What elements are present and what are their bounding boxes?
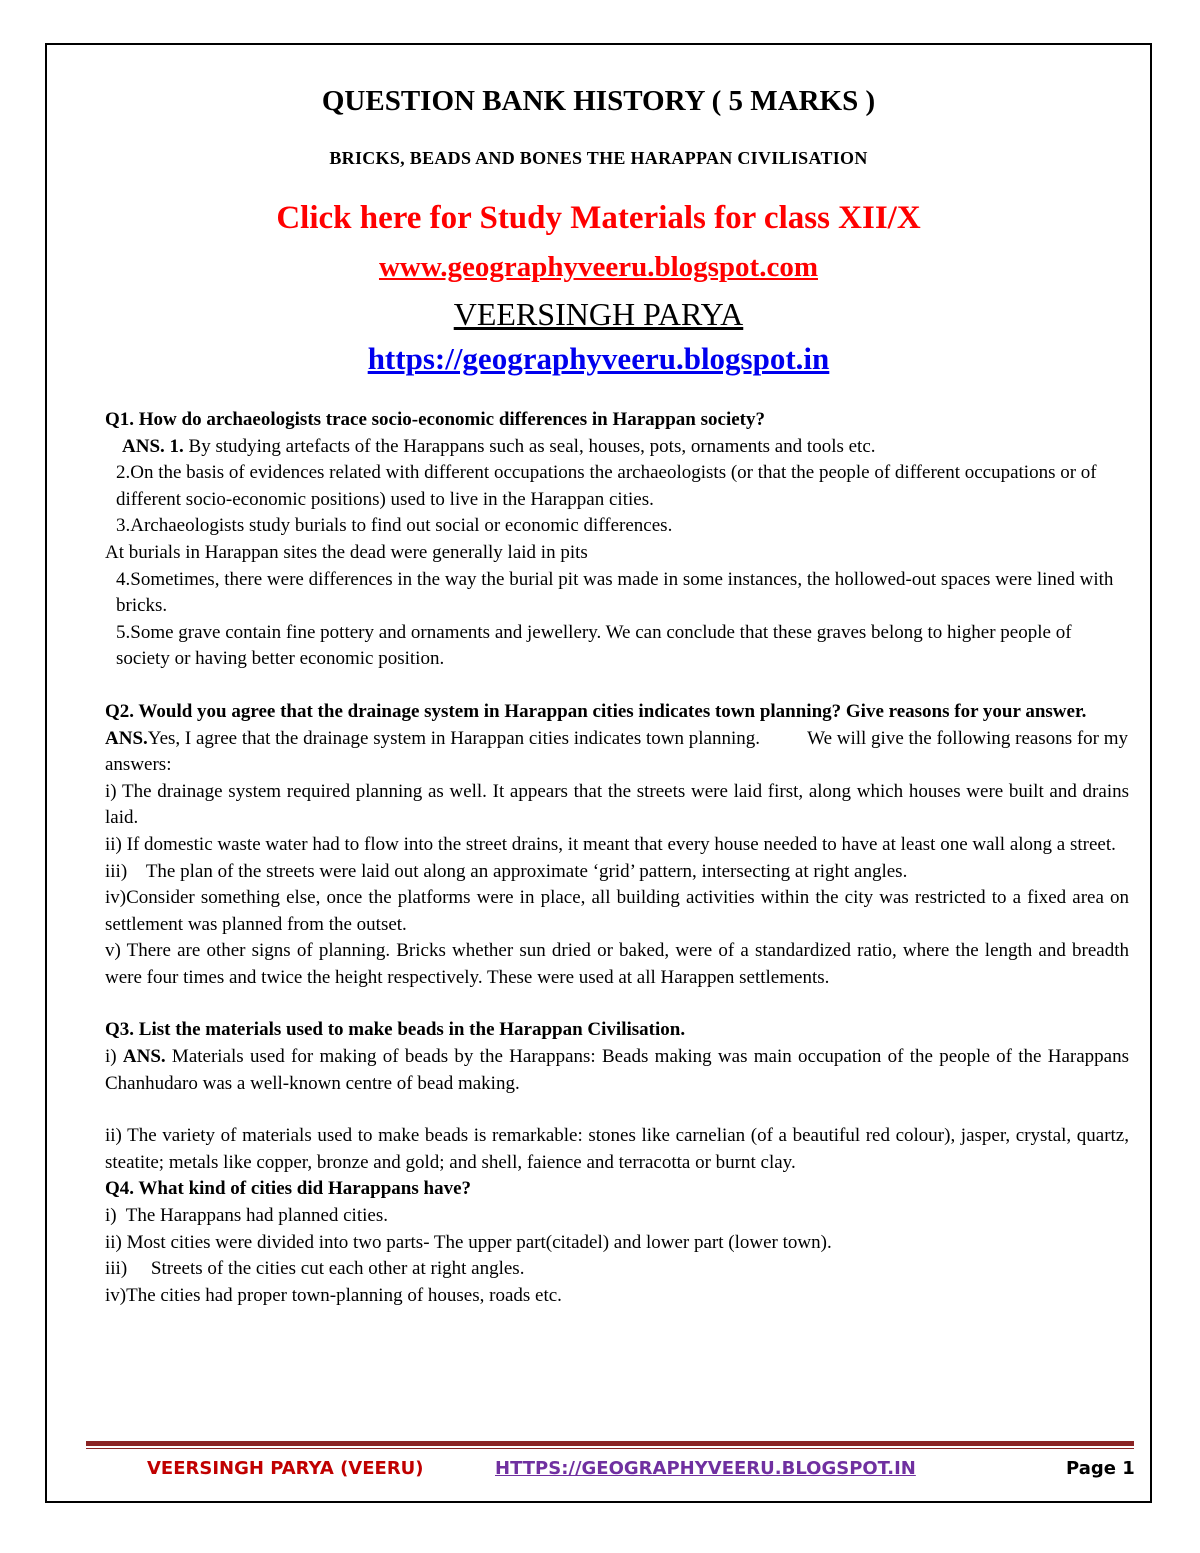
q2-question: Q2. Would you agree that the drainage system in Harappan cities indicates town planning? Give reasons for your answer. — [105, 700, 1087, 722]
q2-point-4: iv)Consider something else, once the platforms were in place, all building activities within the city was restricted to a fixed area on settlement was planned from the outset. — [105, 887, 1129, 935]
q1-point-3: 3.Archaeologists study burials to find out social or economic differences. — [116, 515, 673, 537]
question-content — [105, 407, 1133, 1309]
answer-label: ANS. 1. — [122, 435, 184, 457]
q2-point-2: ii) If domestic waste water had to flow into the street drains, it meant that every house needed to have at least one wall along a street. — [105, 833, 1116, 855]
q2-intro-text: Yes, I agree that the drainage system in Harappan cities indicates town planning. We will give the following reasons for my answers: — [105, 727, 1133, 776]
q1-point-2: 2.On the basis of evidences related with different occupations the archaeologists (or that the people of different occupations or of different socio-economic positions) used to live in the Harappan cities. — [116, 462, 1097, 510]
q1-point-5: 5.Some grave contain fine pottery and ornaments and jewellery. We can conclude that these graves belong to higher people of society or having better economic position. — [116, 621, 1072, 670]
page-number: Page 1 — [1066, 1458, 1135, 1479]
footer-author: VEERSINGH PARYA (VEERU) — [147, 1458, 424, 1479]
q2-answer-intro — [105, 726, 1133, 779]
q4-question: Q4. What kind of cities did Harappans have? — [105, 1178, 472, 1200]
answer-label: ANS. — [122, 1046, 166, 1068]
q3-question: Q3. List the materials used to make beads in the Harappan Civilisation. — [105, 1019, 686, 1041]
q2-point-3: iii) The plan of the streets were laid out along an approximate ‘grid’ pattern, intersecting at right angles. — [105, 860, 908, 882]
q3-point-1-prefix: i) — [105, 1046, 123, 1068]
q3-point-1-text: Materials used for making of beads by the Harappans: Beads making was main occupation of the people of the Harappans Chanhudaro was a well-known centre of bead making. — [105, 1046, 1130, 1094]
q1-answer-line — [105, 434, 1129, 461]
footer-url-link[interactable]: HTTPS://GEOGRAPHYVEERU.BLOGSPOT.IN — [495, 1458, 916, 1479]
q4-point-4: iv)The cities had proper town-planning of houses, roads etc. — [105, 1284, 562, 1306]
q3-point-2: ii) The variety of materials used to make beads is remarkable: stones like carnelian (of a beautiful red colour), jasper, crystal, quartz, steatite; metals like copper, bronze and gold; and shell, faience and terracotta or burnt clay. — [105, 1125, 1129, 1173]
q1-answer-text: By studying artefacts of the Harappans such as seal, houses, pots, ornaments and tools etc. — [183, 435, 876, 457]
q1-point-4: 4.Sometimes, there were differences in the way the burial pit was made in some instances, the hollowed-out spaces were lined with bricks. — [116, 568, 1114, 617]
q2-point-5: v) There are other signs of planning. Bricks whether sun dried or baked, were of a standardized ratio, where the length and breadth were four times and twice the height respectively. These were used at all Harappen settlements. — [105, 940, 1129, 988]
author-name: VEERSINGH PARYA — [453, 296, 744, 332]
q4-point-2: ii) Most cities were divided into two parts- The upper part(citadel) and lower part (lower town). — [105, 1231, 832, 1253]
q3-point-1 — [105, 1044, 1129, 1097]
q1-burial-line: At burials in Harappan sites the dead were generally laid in pits — [105, 541, 588, 563]
q4-point-3: iii) Streets of the cities cut each other at right angles. — [105, 1258, 525, 1280]
footer-rule-thin — [86, 1448, 1134, 1449]
blog-url-link[interactable]: https://geographyveeru.blogspot.in — [367, 341, 830, 376]
site-link[interactable]: www.geographyveeru.blogspot.com — [378, 251, 818, 283]
chapter-subtitle: BRICKS, BEADS AND BONES THE HARAPPAN CIVILISATION — [329, 148, 868, 168]
q1-question: Q1. How do archaeologists trace socio-economic differences in Harappan society? — [105, 409, 765, 430]
footer-rule — [86, 1441, 1134, 1446]
page-title: QUESTION BANK HISTORY ( 5 MARKS ) — [321, 85, 876, 117]
study-materials-link[interactable]: Click here for Study Materials for class XII/X — [276, 200, 921, 236]
q4-point-1: i) The Harappans had planned cities. — [105, 1205, 388, 1227]
answer-label: ANS. — [105, 727, 148, 749]
q2-point-1: i) The drainage system required planning as well. It appears that the streets were laid first, along which houses were built and drains laid. — [105, 780, 1129, 829]
